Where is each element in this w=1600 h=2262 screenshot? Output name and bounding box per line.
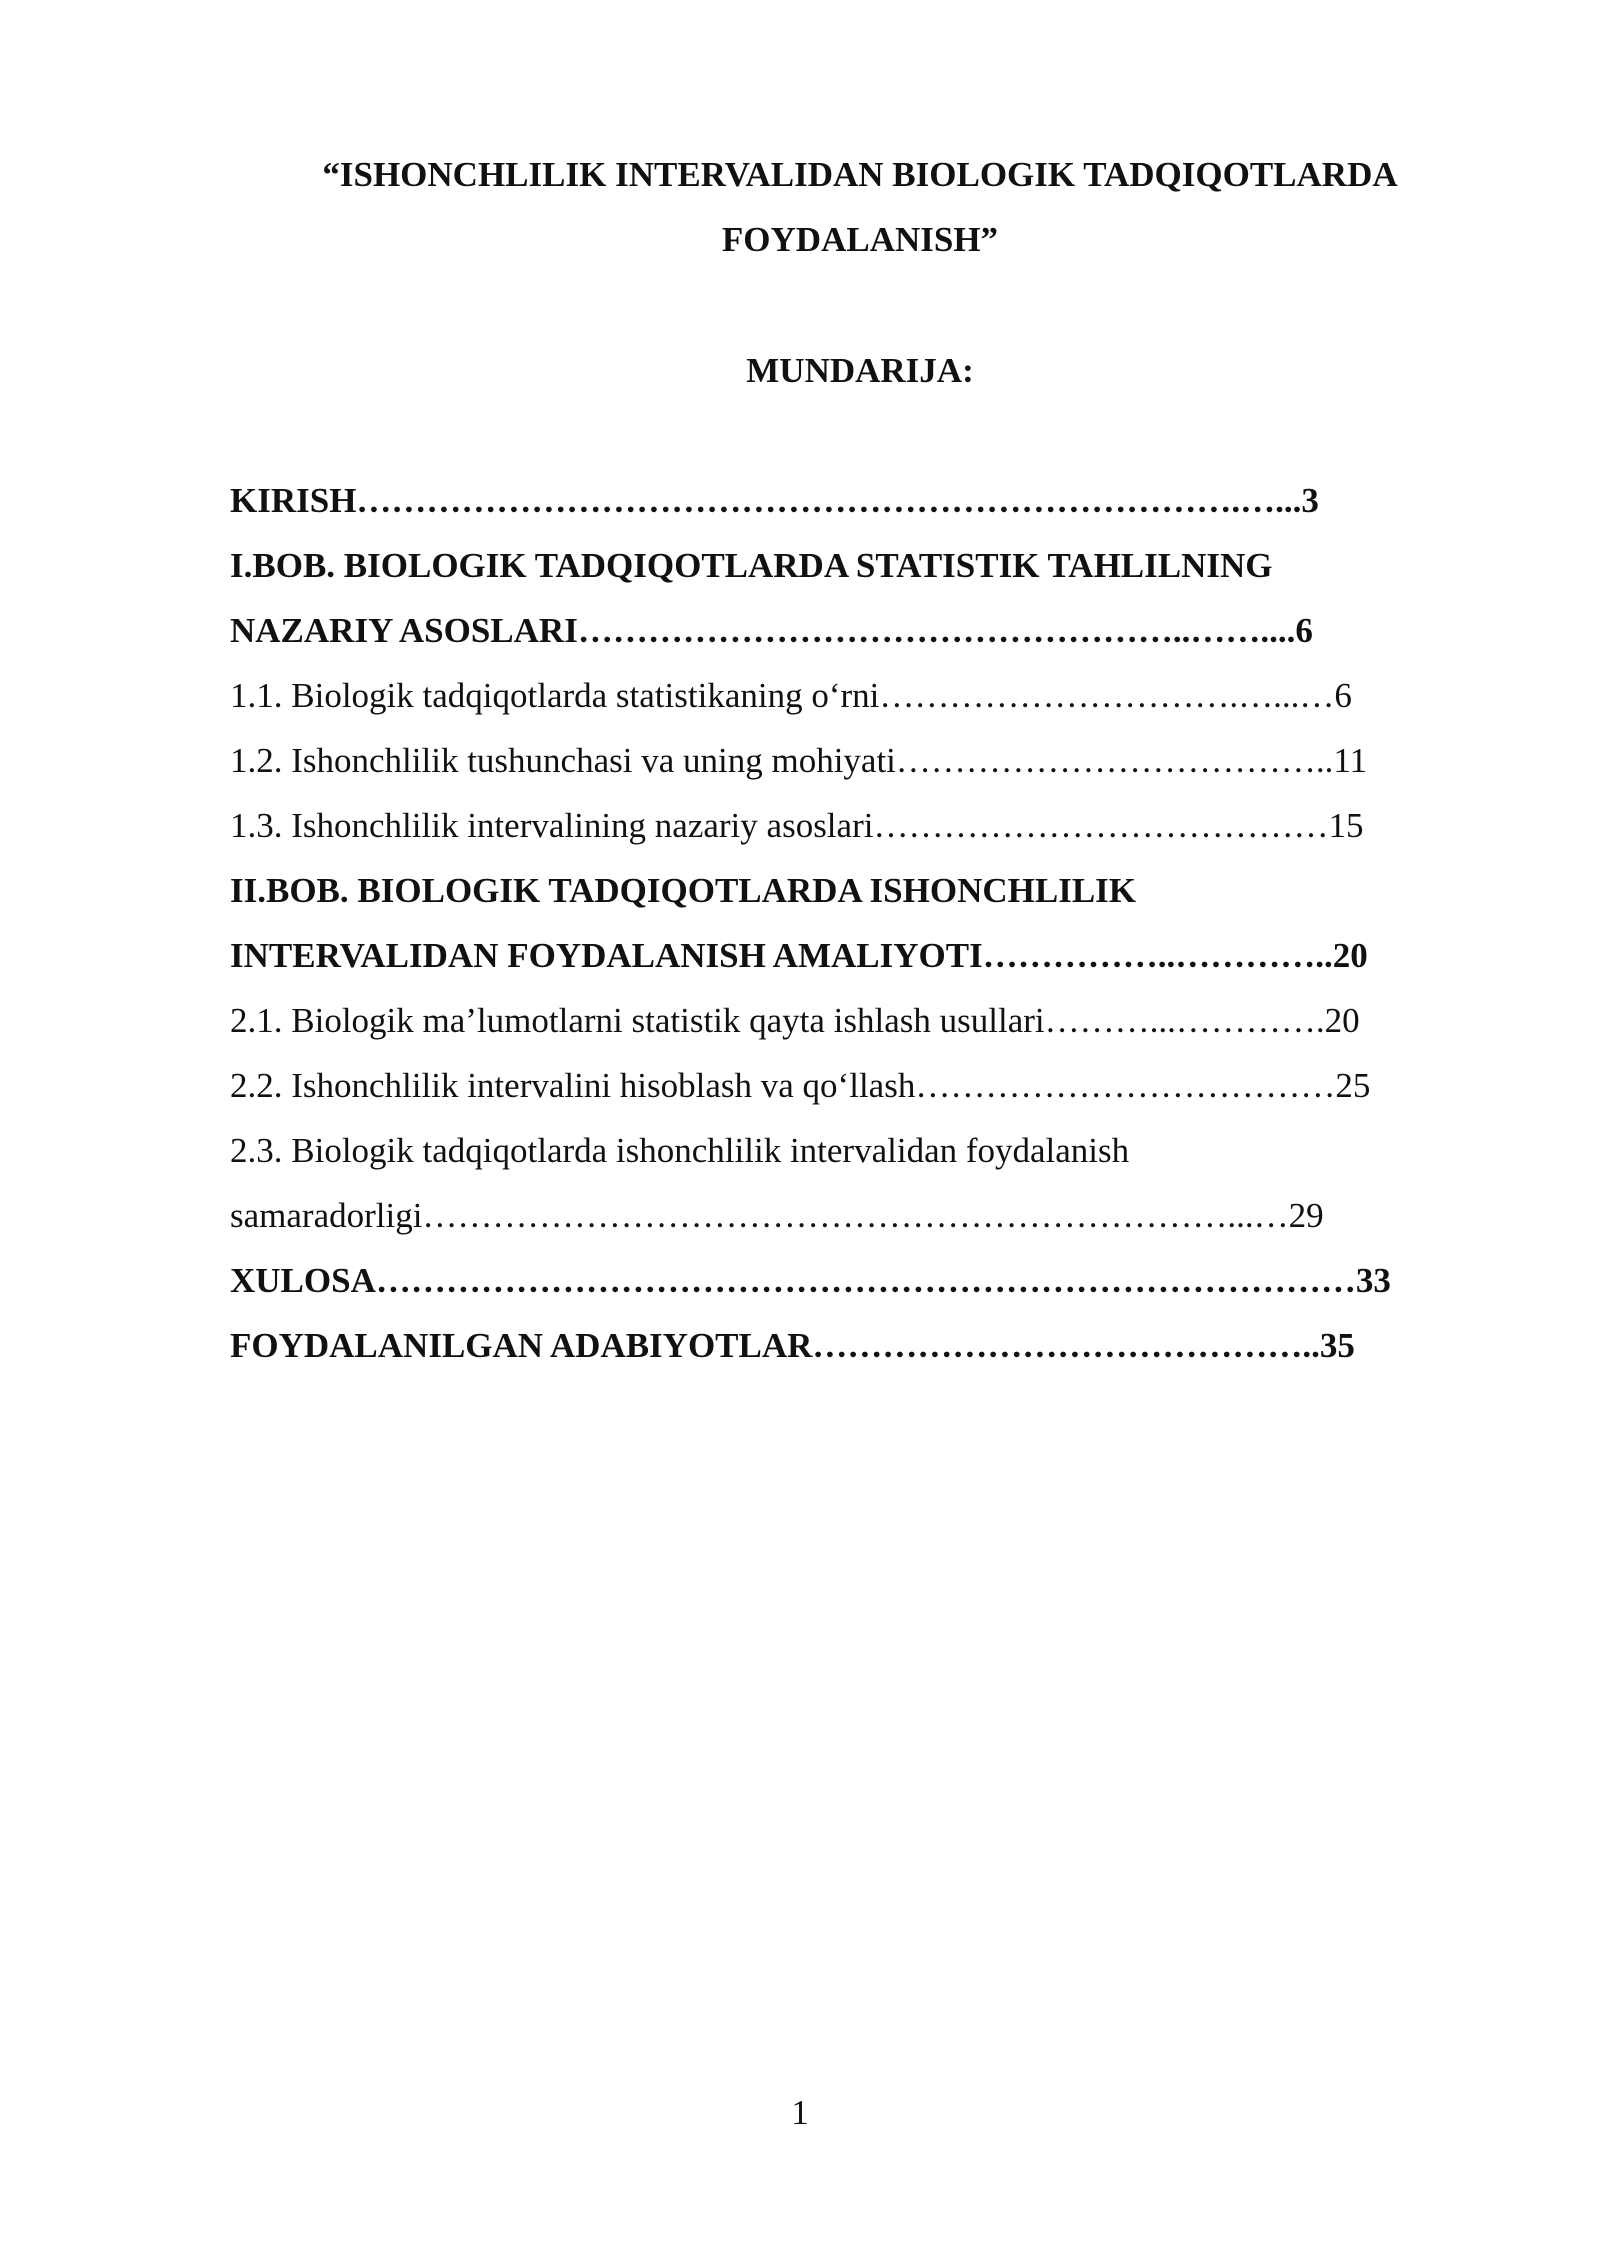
- toc-entry: II.BOB. BIOLOGIK TADQIQOTLARDA ISHONCHLILIK: [230, 871, 1137, 910]
- toc-entry: 1.2. Ishonchlilik tushunchasi va uning mohiyati………………………………..11: [230, 741, 1368, 780]
- table-of-contents: [230, 468, 1500, 1378]
- toc-entry: 2.1. Biologik ma’lumotlarni statistik qayta ishlash usullari………...………….20: [230, 1001, 1360, 1040]
- toc-entry: 1.1. Biologik tadqiqotlarda statistikaning o‘rni………………………….…...…6: [230, 676, 1352, 715]
- toc-entry: 2.3. Biologik tadqiqotlarda ishonchlilik intervalidan foydalanish: [230, 1131, 1130, 1170]
- toc-entry: XULOSA…………………………………………………………………………33: [230, 1261, 1391, 1300]
- document-title-line-1: “ISHONCHLILIK INTERVALIDAN BIOLOGIK TADQIQOTLARDA: [322, 155, 1398, 194]
- toc-entry: 2.2. Ishonchlilik intervalini hisoblash va qo‘llash………………………………25: [230, 1066, 1371, 1105]
- document-title-line-2: FOYDALANISH”: [721, 220, 999, 259]
- toc-entry: KIRISH………………………………………………………………….…...3: [230, 481, 1319, 520]
- toc-heading: MUNDARIJA:: [746, 351, 974, 390]
- page-number: 1: [791, 2093, 809, 2132]
- toc-entry: samaradorligi……………………………………………………………...…29: [230, 1196, 1324, 1235]
- toc-entry: FOYDALANILGAN ADABIYOTLAR……………………………………..35: [230, 1326, 1355, 1365]
- toc-entry: 1.3. Ishonchlilik intervalining nazariy asoslari…………………………………15: [230, 806, 1364, 845]
- toc-entry: I.BOB. BIOLOGIK TADQIQOTLARDA STATISTIK TAHLILNING: [230, 546, 1273, 585]
- toc-entry: INTERVALIDAN FOYDALANISH AMALIYOTI……………..…………..20: [230, 936, 1368, 975]
- toc-entry: NAZARIY ASOSLARI……………………………………………..……....6: [230, 611, 1313, 650]
